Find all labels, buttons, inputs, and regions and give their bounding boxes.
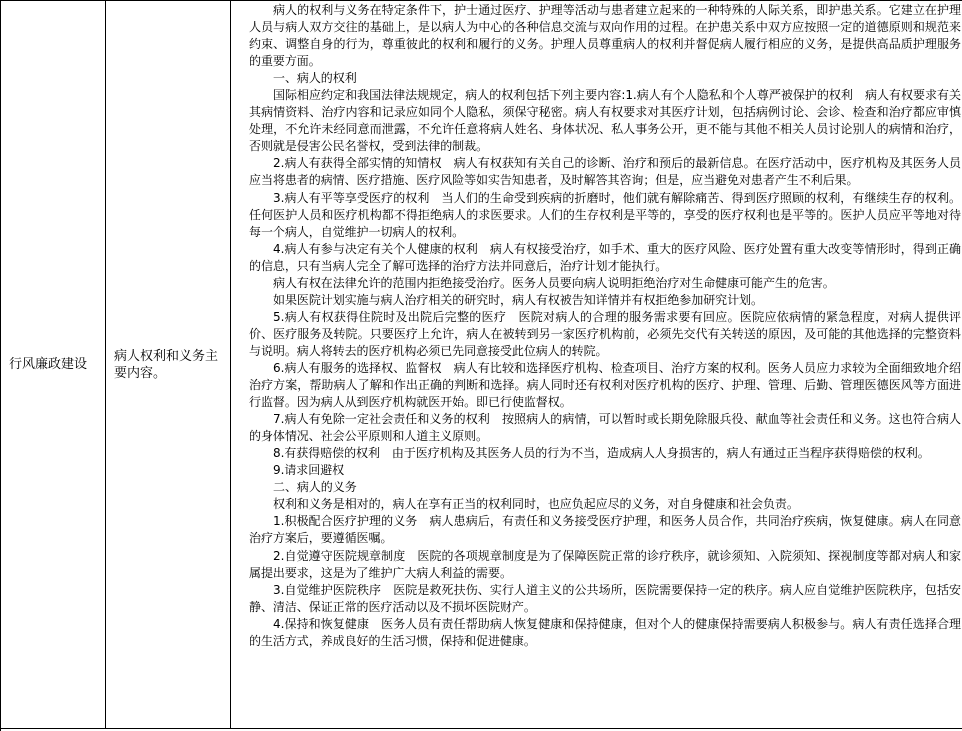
paragraph-right-2: 2.病人有获得全部实情的知情权 病人有权获知有关自己的诊断、治疗和预后的最新信息。在医疗活动中，医疗机构及其医务人员应当将患者的病情、医疗措施、医疗风险等如实告知患者，及时解答其咨询；但是，应当避免对患者产生不利后果。: [249, 156, 961, 188]
paragraph-duty-2: 2.自觉遵守医院规章制度 医院的各项规章制度是为了保障医院正常的诊疗秩序，就诊须知、入院须知、探视制度等都对病人和家属提出要求，这是为了维护广大病人利益的需要。: [249, 548, 961, 580]
paragraph-right-1: 国际相应约定和我国法律法规规定，病人的权利包括下列主要内容:1.病人有个人隐私和个人尊严被保护的权利 病人有权要求有关其病情资料、治疗内容和记录应如同个人隐私，须保守秘密。病人有权要求对其医疗计划，包括病例讨论、会诊、检查和治疗都应审慎处理，不允许未经同意而泄露，不允许任意将病人姓名、身体状况、私人事务公开，更不能与其他不相关人员讨论别人的病情和治疗，否则就是侵害公民名誉权，受到法律的制裁。: [249, 88, 961, 154]
paragraph-right-7: 7.病人有免除一定社会责任和义务的权利 按照病人的病情，可以暂时或长期免除服兵役、献血等社会责任和义务。这也符合病人的身体情况、社会公平原则和人道主义原则。: [249, 412, 961, 444]
paragraph-refuse-treatment: 病人有权在法律允许的范围内拒绝接受治疗。医务人员要向病人说明拒绝治疗对生命健康可能产生的危害。: [273, 275, 835, 290]
heading-patient-rights: 一、病人的权利: [273, 71, 357, 86]
paragraph-duties-intro: 权利和义务是相对的，病人在享有正当的权利同时，也应负起应尽的义务，对自身健康和社会负责。: [273, 497, 799, 512]
paragraph-duty-1: 1.积极配合医疗护理的义务 病人患病后，有责任和义务接受医疗护理，和医务人员合作，共同治疗疾病，恢复健康。病人在同意治疗方案后，要遵循医嘱。: [249, 514, 961, 546]
paragraph-right-9: 9.请求回避权: [273, 463, 345, 478]
paragraph-intro: 病人的权利与义务在特定条件下，护士通过医疗、护理等活动与患者建立起来的一种特殊的人际关系，即护患关系。它建立在护理人员与病人双方交往的基础上，是以病人为中心的各种信息交流与双向作用的过程。在护患关系中双方应按照一定的道德原则和规范来约束、调整自身的行为，尊重彼此的权利和履行的义务。护理人员尊重病人的权利并督促病人履行相应的义务，是提供高品质护理服务的重要方面。: [249, 3, 961, 69]
paragraph-right-6: 6.病人有服务的选择权、监督权 病人有比较和选择医疗机构、检查项目、治疗方案的权利。医务人员应力求较为全面细致地介绍治疗方案，帮助病人了解和作出正确的判断和选择。病人同时还有权利对医疗机构的医疗、护理、管理、后勤、管理医德医风等方面进行监督。因为病人从到医疗机构就医开始。即已行使监督权。: [249, 360, 961, 410]
paragraph-right-3: 3.病人有平等享受医疗的权利 当人们的生命受到疾病的折磨时，他们就有解除痛苦、得到医疗照顾的权利，有继续生存的权利。任何医护人员和医疗机构都不得拒绝病人的求医要求。人们的生存权利是平等的，享受的医疗权利也是平等的。医护人员应平等地对待每一个病人，自觉维护一切病人的权利。: [249, 190, 961, 239]
content-cell: [231, 1, 962, 729]
paragraph-research: 如果医院计划实施与病人治疗相关的研究时，病人有权被告知详情并有权拒绝参加研究计划。: [273, 292, 763, 307]
table-row: [1, 1, 962, 729]
topic-cell: [106, 1, 231, 729]
category-cell: [1, 1, 106, 729]
heading-patient-duties: 二、病人的义务: [273, 480, 357, 495]
paragraph-duty-3: 3.自觉维护医院秩序 医院是救死扶伤、实行人道主义的公共场所，医院需要保持一定的秩序。病人应自觉维护医院秩序，包括安静、清洁、保证正常的医疗活动以及不损坏医院财产。: [249, 582, 961, 614]
paragraph-duty-4: 4.保持和恢复健康 医务人员有责任帮助病人恢复健康和保持健康，但对个人的健康保持需要病人积极参与。病人有责任选择合理的生活方式，养成良好的生活习惯，保持和促进健康。: [249, 616, 961, 648]
paragraph-right-4: 4.病人有参与决定有关个人健康的权利 病人有权接受治疗，如手术、重大的医疗风险、医疗处置有重大改变等情形时，得到正确的信息，只有当病人完全了解可选择的治疗方法并同意后，治疗计划才能执行。: [249, 241, 961, 273]
category-label: 行风廉政建设: [9, 357, 88, 372]
paragraph-right-5: 5.病人有权获得住院时及出院后完整的医疗 医院对病人的合理的服务需求要有回应。医院应依病情的紧急程度，对病人提供评价、医疗服务及转院。只要医疗上允许，病人在被转到另一家医疗机构前，必须先交代有关转送的原因，及可能的其他选择的完整资料与说明。病人将转去的医疗机构必须已先同意接受此位病人的转院。: [249, 309, 961, 358]
content-body: [231, 1, 962, 650]
topic-label: 病人权利和义务主要内容。: [114, 348, 219, 381]
paragraph-right-8: 8.有获得赔偿的权利 由于医疗机构及其医务人员的行为不当，造成病人人身损害的，病人有通过正当程序获得赔偿的权利。: [273, 446, 930, 461]
